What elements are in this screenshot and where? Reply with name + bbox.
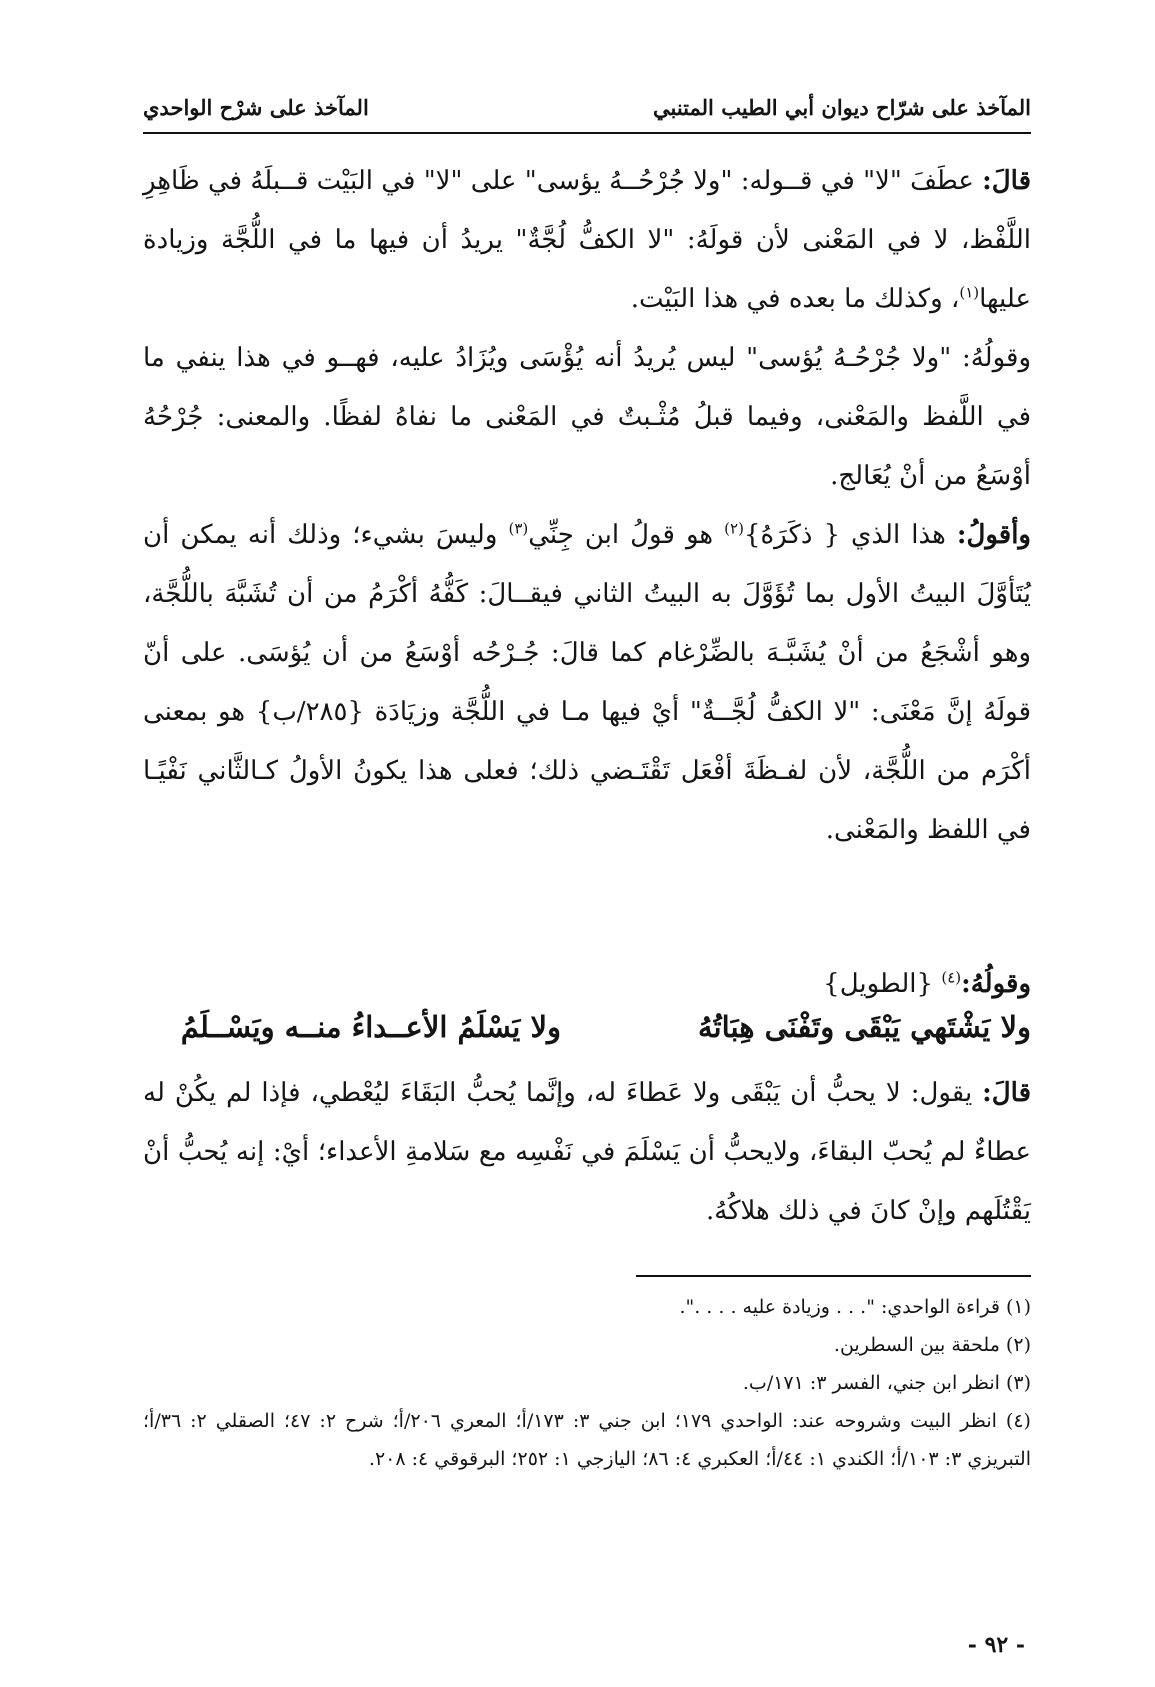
paragraph-lead: قالَ: xyxy=(982,166,1031,196)
paragraph-text: وليسَ بشيء؛ وذلك أنه يمكن أن يُتَأوَّلَ البيتُ الأول بما تُؤَوَّلَ به البيتُ الثاني فيقــالَ: كَفُّهُ أكْرَمُ من أن تُشَبَّهَ باللُّجَّة، وهو أشْجَعُ من أنْ يُشَبَّـهَ بالضِّرْغام كما قالَ: جُـرْحُه أوْسَعُ من أن يُؤسَى. على أنّ قولَهُ إنَّ مَعْنَى: "لا الكفُّ لُجَّــةٌ" أيْ فيها مـا في اللُّجَّة وزيَادَة {٢٨٥/ب} هو بمعنى أكْرَم من اللُّجَّة، لأن لفـظَةَ أفْعَل تَقْتَـضي ذلك؛ فعلى هذا يكونُ الأولُ كـالثَّاني نَفْيًـا في اللفظ والمَعْنى. xyxy=(143,520,1032,845)
footnotes xyxy=(143,1288,1031,1478)
footnote-2: (٢) ملحقة بين السطرين. xyxy=(833,1334,1031,1356)
paragraph-text: هذا الذي { ذكَرَهُ} xyxy=(743,520,946,550)
chapter-title: المآخذ على شرْح الواحدي xyxy=(143,94,369,120)
second-hemistich: ولا يَسْلَمُ الأعــداءُ منــه ويَسْــلَمُ xyxy=(180,1010,561,1044)
footnote-divider xyxy=(636,1275,1031,1277)
poetry-verse xyxy=(143,1010,1031,1066)
paragraph-lead: وأقولُ: xyxy=(956,520,1031,550)
footnote-1: (١) قراءة الواحدي: ". . . وزيادة عليه . . . .". xyxy=(679,1296,1031,1318)
paragraph-text: يقول: لا يحبُّ أن يَبْقَى ولا عَطاءَ له، وإنَّما يُحبُّ البَقَاءَ ليُعْطي، فإذا لم يكُنْ له عطاءٌ لم يُحبّ البقاءَ، ولايحبُّ أن يَسْلَمَ في نَفْسِه مع سَلامةِ الأعداء؛ أيْ: إنه يُحبُّ أنْ يَقْتُلَهم وإنْ كانَ في ذلك هلاكُهُ. xyxy=(143,1078,1031,1226)
paragraph-text: عطَفَ "لا" في قــوله: "ولا جُرْحُــهُ يؤسى" على "لا" في البَيْت قــبلَهُ في ظَاهِرِ اللَّفْظ، لا في المَعْنى لأن قولَهُ: "لا الكفُّ لُجَّةٌ" يريدُ أن فيها ما في اللُّجَّة وزيادة عليها xyxy=(143,166,1031,314)
paragraph-3 xyxy=(143,506,1031,860)
footnote-ref-2: (٢) xyxy=(724,519,744,538)
paragraph-text: هو قولُ ابن جِنِّي xyxy=(528,520,725,550)
footnote-3: (٣) انظر ابن جني، الفسر ٣: ١٧١/ب. xyxy=(742,1372,1031,1394)
footnote-ref-3: (٣) xyxy=(508,519,529,538)
verse-lead: وقولُهُ: xyxy=(961,969,1031,999)
page-number: - ٩٢ - xyxy=(967,1632,1025,1658)
header-divider xyxy=(143,132,1031,134)
paragraph-lead: قالَ: xyxy=(982,1078,1032,1108)
footnote-ref-4: (٤) xyxy=(941,968,962,987)
footnote-4: (٤) انظر البيت وشروحه عند: الواحدي ١٧٩؛ ابن جني ٣: ١٧٣/أ؛ المعري ٢٠٦/أ؛ شرح ٢: ٤٧؛ الصقلي ٢: ٣٦/أ؛ التبريزي ٣: ١٠٣/أ؛ الكندي ١: ٤٤/أ؛ العكبري ٤: ٨٦؛ اليازجي ١: ٢٥٢؛ البرقوقي ٤: ٢٠٨. xyxy=(143,1410,1031,1470)
paragraph-text: وقولُهُ: "ولا جُرْحُـهُ يُؤسى" ليس يُريدُ أنه يُؤْسَى ويُزَادُ عليه، فهــو في هذا ينفي ما في اللَّفظ والمَعْنى، وفيما قبلُ مُثْـبتٌ في المَعْنى ما نفاهُ لفظًا. والمعنى: جُرْحُهُ أوْسَعُ من أنْ يُعَالج. xyxy=(143,343,1031,491)
paragraph-text-cont: ، وكذلك ما بعده في هذا البَيْت. xyxy=(630,284,960,314)
paragraph-4 xyxy=(143,1064,1031,1241)
verse-meter: {الطويل} xyxy=(823,969,942,999)
running-header xyxy=(143,88,1031,126)
verse-introduction xyxy=(143,962,1031,1006)
book-title: المآخذ على شرّاح ديوان أبي الطيب المتنبي xyxy=(653,94,1031,120)
paragraph-1 xyxy=(143,152,1031,329)
paragraph-2 xyxy=(143,329,1031,506)
footnote-ref-1: (١) xyxy=(959,283,980,302)
first-hemistich: ولا يَشْتَهي يَبْقَى وتَفْنَى هِبَاتُهُ xyxy=(698,1010,1031,1044)
